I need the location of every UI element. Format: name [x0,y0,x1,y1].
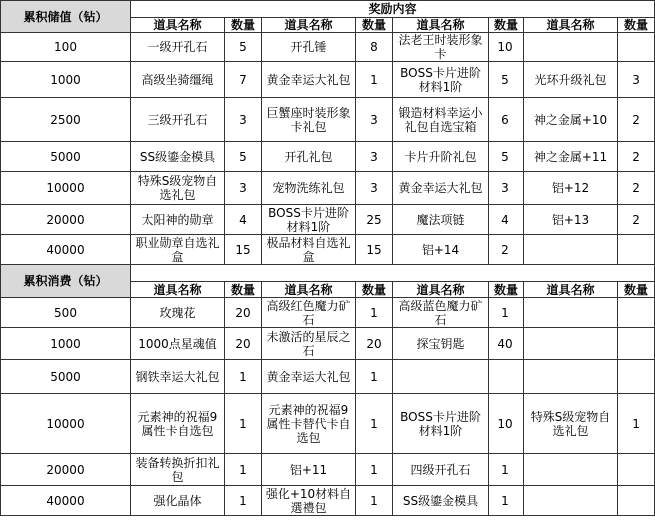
item-name: 强化晶体 [131,486,225,516]
item-quantity: 20 [356,328,393,360]
item-quantity: 2 [618,172,655,205]
item-quantity: 4 [225,205,262,235]
item-quantity: 1 [356,62,393,98]
item-name: BOSS卡片进阶材料1阶 [393,62,489,98]
item-name: 高级红色魔力矿石 [262,298,356,328]
item-quantity: 1 [225,486,262,516]
item-name: 未激活的星辰之石 [262,328,356,360]
tier-value: 5000 [1,360,131,394]
item-quantity [618,360,655,394]
item-name: 太阳神的勋章 [131,205,225,235]
table-row [1,98,655,142]
item-name: 高级蓝色魔力矿石 [393,298,489,328]
item-quantity: 10 [489,394,524,454]
tier-value: 1000 [1,62,131,98]
tier-value: 1000 [1,328,131,360]
item-name: 法老王时装形象卡 [393,33,489,62]
tier-value: 40000 [1,235,131,265]
item-name [393,360,489,394]
item-quantity: 5 [489,142,524,172]
table-row [1,360,655,394]
item-quantity: 1 [489,298,524,328]
item-quantity: 1 [489,454,524,486]
recharge-title-row [1,1,655,18]
tier-value: 20000 [1,205,131,235]
item-quantity: 2 [618,142,655,172]
table-row [1,62,655,98]
column-header: 道具名称 [262,18,356,33]
item-quantity: 20 [225,328,262,360]
table-row [1,454,655,486]
item-quantity [618,235,655,265]
item-name: 神之金属+10 [524,98,618,142]
item-quantity: 1 [356,360,393,394]
item-quantity: 1 [225,360,262,394]
item-quantity: 4 [489,205,524,235]
item-name: 元素神的祝福9属性卡自选包 [131,394,225,454]
item-quantity: 2 [618,98,655,142]
item-quantity [618,486,655,516]
item-name: 玫瑰花 [131,298,225,328]
item-name: 开孔锤 [262,33,356,62]
item-name: 铝+14 [393,235,489,265]
item-name: SS级鎏金模具 [131,142,225,172]
column-header: 道具名称 [393,282,489,298]
item-quantity: 15 [356,235,393,265]
item-name: 光环升级礼包 [524,62,618,98]
item-name: 锻造材料幸运小礼包自选宝箱 [393,98,489,142]
item-name [524,486,618,516]
item-quantity: 1 [356,394,393,454]
item-quantity: 3 [489,172,524,205]
consume-title-spacer [131,265,655,282]
item-quantity: 3 [356,142,393,172]
item-name: 卡片升阶礼包 [393,142,489,172]
recharge-section-title: 累积储值（钻） [1,1,131,33]
table-row [1,328,655,360]
item-quantity: 5 [489,62,524,98]
item-name: 铝+12 [524,172,618,205]
item-name: 探宝钥匙 [393,328,489,360]
item-name: 铝+11 [262,454,356,486]
table-row [1,205,655,235]
column-header: 数量 [356,282,393,298]
item-quantity: 1 [356,486,393,516]
item-quantity: 7 [225,62,262,98]
item-name: 职业勋章自选礼盒 [131,235,225,265]
item-quantity: 3 [356,172,393,205]
column-header: 数量 [618,18,655,33]
item-name: 黄金幸运大礼包 [262,62,356,98]
item-name: 元素神的祝福9属性卡替代卡自选包 [262,394,356,454]
item-name: SS级鎏金模具 [393,486,489,516]
column-header: 数量 [225,18,262,33]
item-quantity: 3 [225,98,262,142]
item-quantity: 1 [489,486,524,516]
tier-value: 5000 [1,142,131,172]
item-name: 极品材料自选礼盒 [262,235,356,265]
column-header: 数量 [489,282,524,298]
tier-value: 10000 [1,172,131,205]
item-name: 开孔礼包 [262,142,356,172]
item-quantity: 3 [356,98,393,142]
item-name: 宠物洗练礼包 [262,172,356,205]
column-header: 数量 [225,282,262,298]
item-name: 黄金幸运大礼包 [262,360,356,394]
tier-value: 20000 [1,454,131,486]
column-header: 道具名称 [524,282,618,298]
item-quantity: 3 [225,172,262,205]
column-header: 数量 [489,18,524,33]
item-quantity: 1 [618,394,655,454]
item-name [524,298,618,328]
table-row [1,172,655,205]
column-header: 道具名称 [393,18,489,33]
column-header: 道具名称 [131,18,225,33]
tier-value: 2500 [1,98,131,142]
item-name: 1000点星魂值 [131,328,225,360]
table-row [1,486,655,516]
item-quantity [489,360,524,394]
item-name: 装备转换折扣礼包 [131,454,225,486]
consume-title-row [1,265,655,282]
table-row [1,235,655,265]
consume-section-title: 累积消费（钻） [1,265,131,298]
item-quantity: 3 [618,62,655,98]
item-quantity: 1 [225,454,262,486]
column-header: 道具名称 [262,282,356,298]
tier-value: 40000 [1,486,131,516]
item-name: 一级开孔石 [131,33,225,62]
item-quantity: 40 [489,328,524,360]
item-name [524,235,618,265]
item-name: 特殊S级宠物自选礼包 [131,172,225,205]
item-quantity: 5 [225,33,262,62]
table-row [1,33,655,62]
item-name: BOSS卡片进阶材料1阶 [262,205,356,235]
table-row [1,298,655,328]
tier-value: 500 [1,298,131,328]
item-quantity: 2 [489,235,524,265]
column-header: 数量 [356,18,393,33]
item-name: 黄金幸运大礼包 [393,172,489,205]
reward-content-title: 奖励内容 [131,1,655,18]
item-quantity [618,328,655,360]
item-quantity [618,454,655,486]
item-name: 三级开孔石 [131,98,225,142]
item-name [524,328,618,360]
item-quantity: 8 [356,33,393,62]
item-quantity: 25 [356,205,393,235]
item-quantity: 5 [225,142,262,172]
column-header: 道具名称 [131,282,225,298]
column-header: 道具名称 [524,18,618,33]
item-name: 巨蟹座时装形象卡礼包 [262,98,356,142]
table-row [1,142,655,172]
item-name: 钢铁幸运大礼包 [131,360,225,394]
table-row [1,394,655,454]
tier-value: 100 [1,33,131,62]
item-name: 强化+10材料自選禮包 [262,486,356,516]
item-quantity: 1 [356,454,393,486]
column-header: 数量 [618,282,655,298]
item-name: 四级开孔石 [393,454,489,486]
item-quantity: 1 [225,394,262,454]
item-name: 铝+13 [524,205,618,235]
item-quantity: 10 [489,33,524,62]
item-quantity: 15 [225,235,262,265]
item-name: BOSS卡片进阶材料1阶 [393,394,489,454]
item-name: 魔法项链 [393,205,489,235]
item-name [524,33,618,62]
item-name: 高级坐骑缰绳 [131,62,225,98]
tier-value: 10000 [1,394,131,454]
item-quantity [618,33,655,62]
item-name: 神之金属+11 [524,142,618,172]
item-quantity: 2 [618,205,655,235]
item-name: 特殊S级宠物自选礼包 [524,394,618,454]
item-quantity: 1 [356,298,393,328]
item-quantity [618,298,655,328]
item-name [524,454,618,486]
item-name [524,360,618,394]
item-quantity: 6 [489,98,524,142]
item-quantity: 20 [225,298,262,328]
